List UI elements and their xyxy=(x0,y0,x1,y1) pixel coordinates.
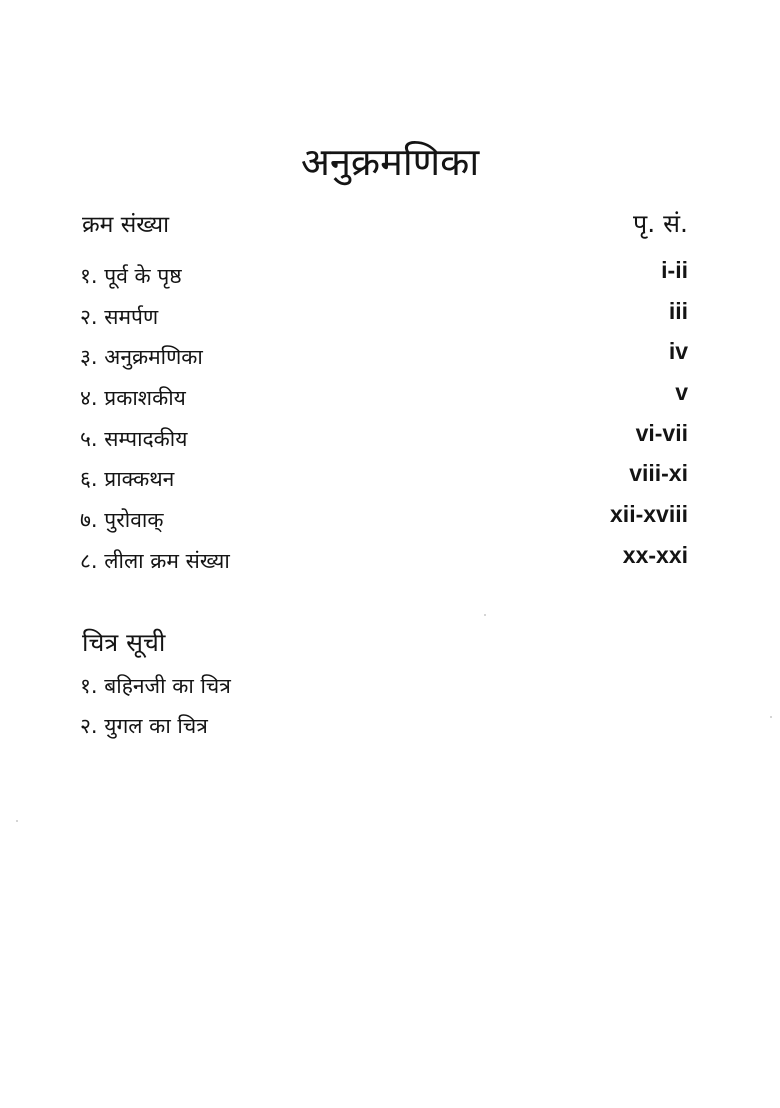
toc-entry-label: ६. प्राक्कथन xyxy=(80,467,175,492)
scan-speck xyxy=(484,614,486,616)
toc-entry-label: १. पूर्व के पृष्ठ xyxy=(80,264,182,288)
toc-entry-page: xx-xxi xyxy=(622,541,688,568)
scan-speck xyxy=(16,820,18,822)
toc-entry-page: viii-xi xyxy=(629,460,688,487)
toc-entry xyxy=(80,459,688,500)
figure-list-heading: चित्र सूची xyxy=(82,628,166,657)
toc-entry-label: ४. प्रकाशकीय xyxy=(80,386,186,411)
toc-entry xyxy=(80,500,688,541)
toc-entry xyxy=(80,337,688,378)
toc-entry-page: v xyxy=(675,379,688,406)
scan-speck xyxy=(770,716,772,718)
toc-entry-label: ३. अनुक्रमणिका xyxy=(80,345,203,370)
serial-number-header: क्रम संख्या xyxy=(82,212,170,238)
table-of-contents xyxy=(80,256,688,582)
toc-entry xyxy=(80,541,688,582)
toc-entry-label: २. समर्पण xyxy=(80,304,159,329)
figure-list-item: २. युगल का चित्र xyxy=(80,714,208,738)
toc-entry xyxy=(80,378,688,419)
figure-list-item: १. बहिनजी का चित्र xyxy=(80,674,231,698)
toc-entry xyxy=(80,256,688,297)
toc-entry-page: vi-vii xyxy=(635,419,688,446)
toc-entry-label: ७. पुरोवाक् xyxy=(80,508,164,533)
toc-entry-label: ५. सम्पादकीय xyxy=(80,426,188,451)
toc-entry-page: iii xyxy=(668,297,688,324)
toc-entry-page: xii-xviii xyxy=(610,501,688,528)
toc-entry-page: i-ii xyxy=(661,257,688,283)
toc-entry xyxy=(80,297,688,338)
toc-entry xyxy=(80,419,688,460)
toc-entry-page: iv xyxy=(668,338,688,365)
figure-list xyxy=(80,666,231,746)
page-number-header: पृ. सं. xyxy=(633,209,688,238)
toc-entry-label: ८. लीला क्रम संख्या xyxy=(80,548,230,573)
page-title: अनुक्रमणिका xyxy=(300,140,480,184)
